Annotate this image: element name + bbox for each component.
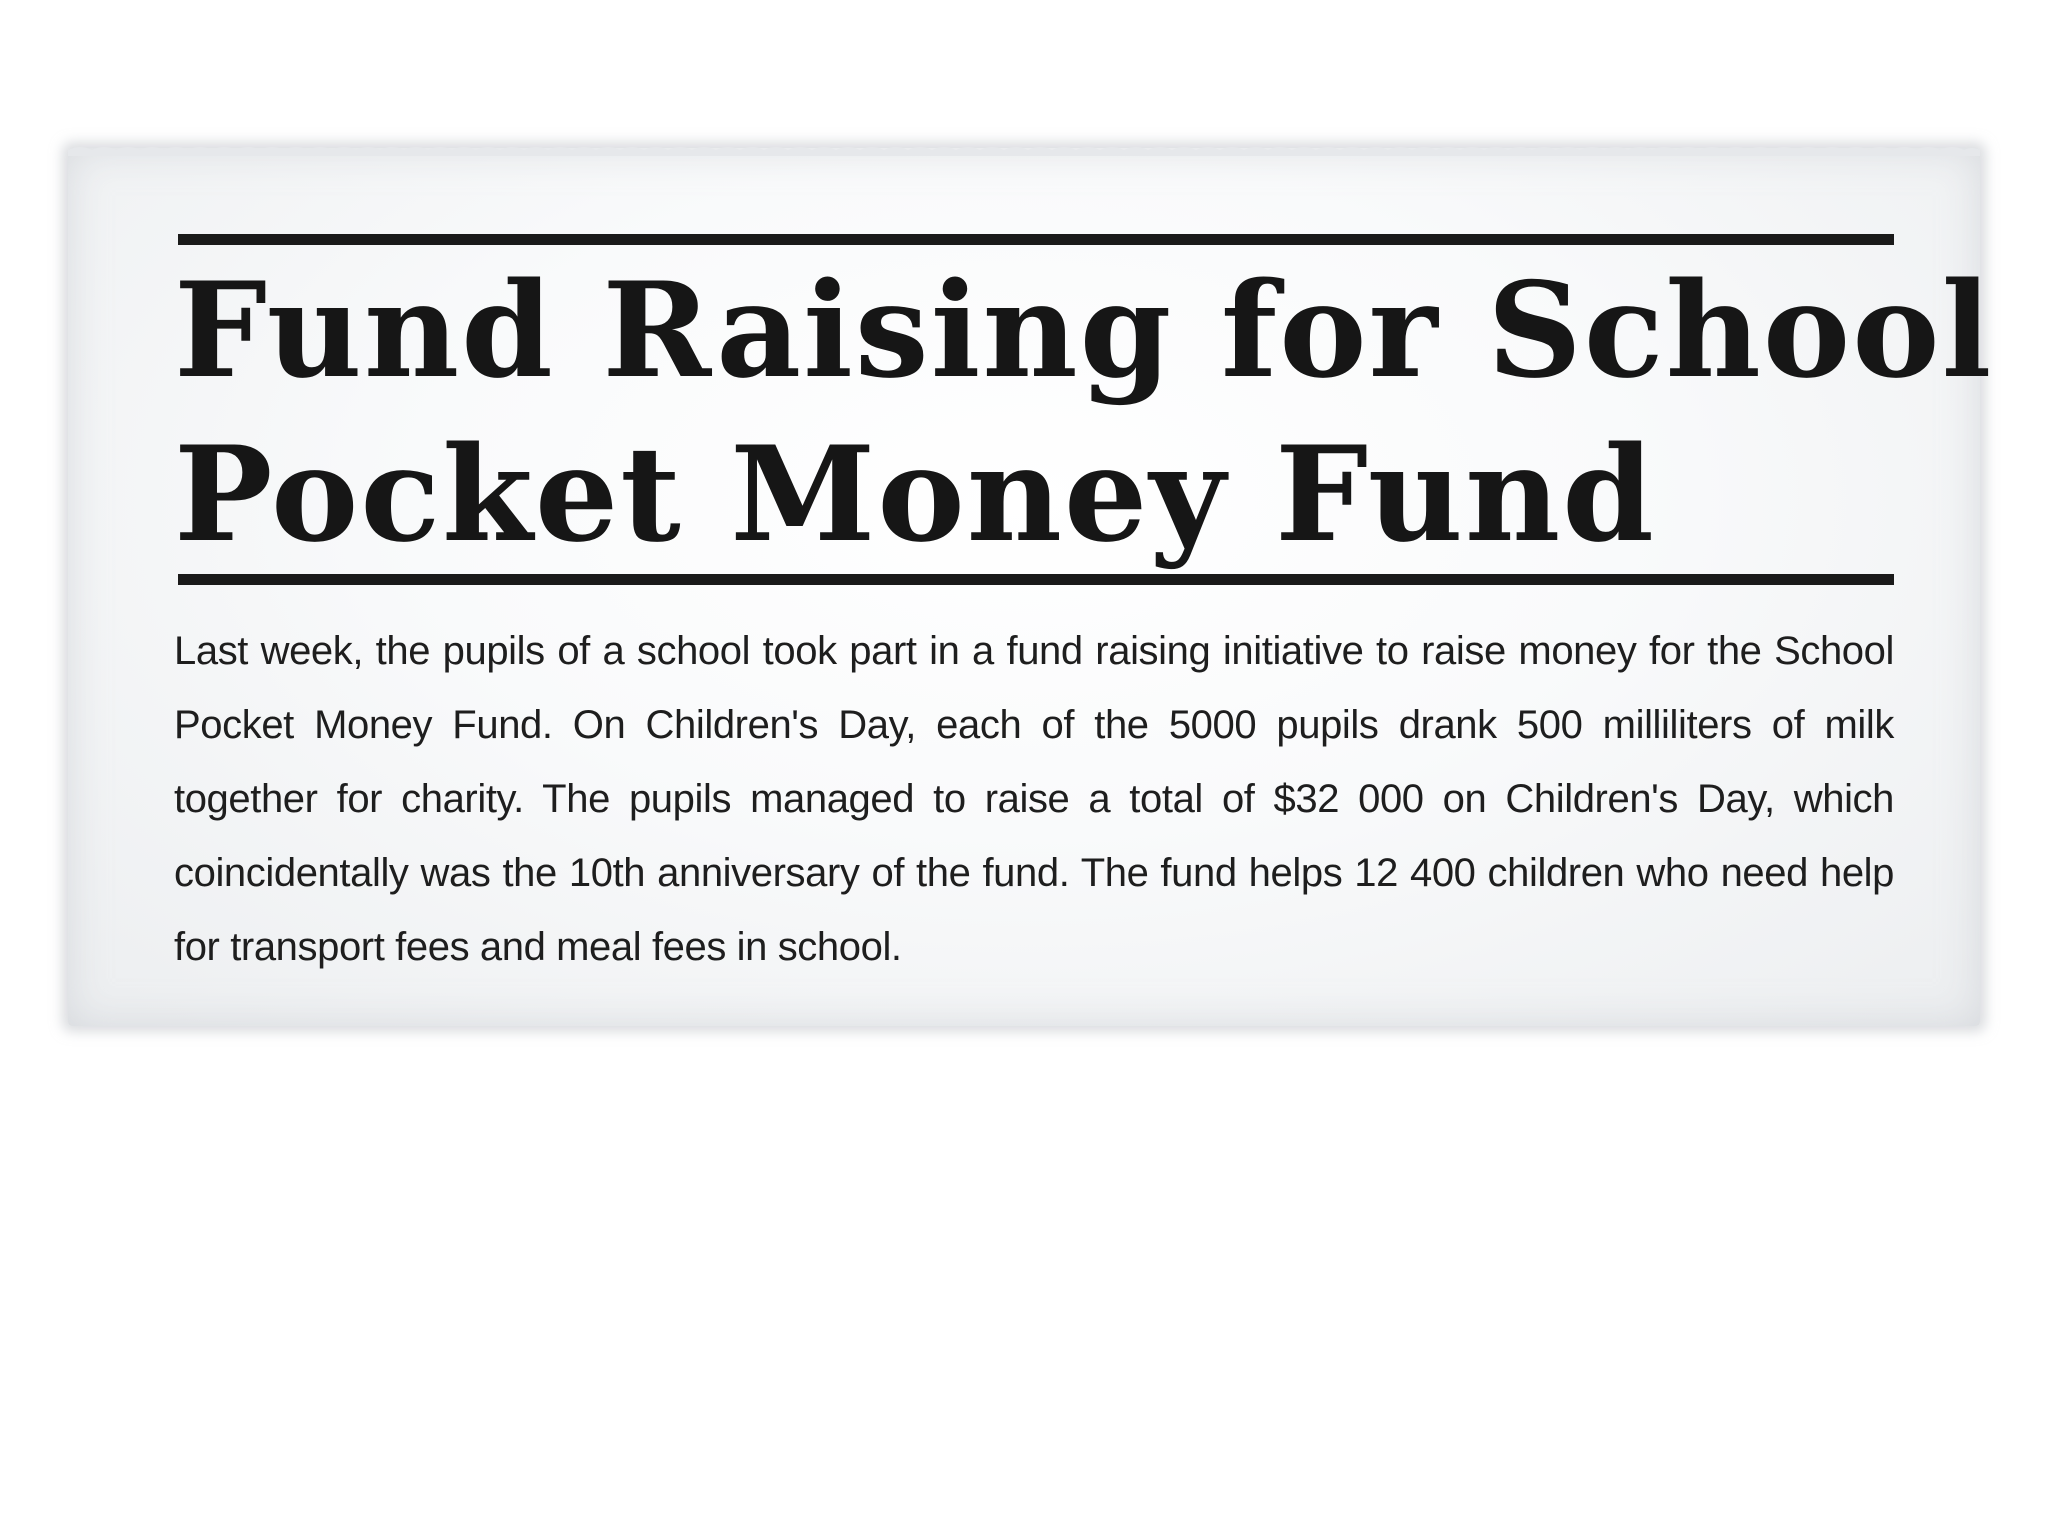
headline-line-1: Fund Raising for School xyxy=(174,253,1994,407)
headline-line-2: Pocket Money Fund xyxy=(174,417,1656,571)
article-headline xyxy=(174,248,1994,576)
headline-bottom-rule xyxy=(178,574,1894,585)
newspaper-clipping xyxy=(68,148,1994,1026)
article-body: Last week, the pupils of a school took part in a fund raising initiative to raise money for the School Pocket Money Fund. On Children's Day, each of the 5000 pupils drank 500 milliliters of milk together for charity. The pupils managed to raise a total of $32 000 on Children's Day, which coincidentally was the 10th anniversary of the fund. The fund helps 12 400 children who need help for transport fees and meal fees in school. xyxy=(174,629,1894,969)
torn-paper-edge xyxy=(68,142,1980,156)
headline-top-rule xyxy=(178,234,1894,245)
